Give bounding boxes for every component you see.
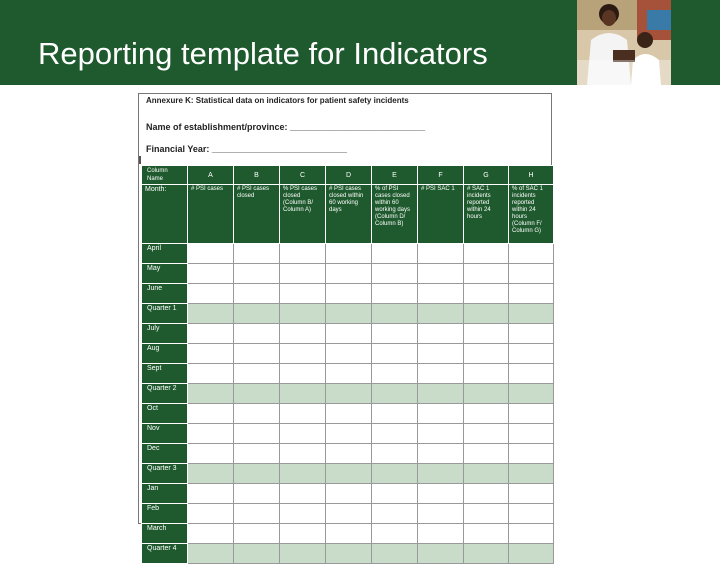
column-letter: H (509, 166, 554, 185)
quarter-row (142, 464, 554, 484)
table-cell[interactable] (509, 504, 554, 524)
table-cell[interactable] (464, 444, 509, 464)
table-cell[interactable] (418, 464, 464, 484)
table-cell[interactable] (326, 264, 372, 284)
column-letter: F (418, 166, 464, 185)
month-label: Oct (142, 404, 188, 424)
table-cell[interactable] (188, 384, 234, 404)
table-cell[interactable] (418, 284, 464, 304)
table-cell[interactable] (509, 304, 554, 324)
table-cell[interactable] (372, 324, 418, 344)
table-cell[interactable] (280, 464, 326, 484)
table-cell[interactable] (509, 404, 554, 424)
quarter-label: Quarter 3 (142, 464, 188, 484)
quarter-row (142, 544, 554, 564)
table-cell[interactable] (372, 424, 418, 444)
establishment-field-label: Name of establishment/province: ___________________________ (146, 122, 426, 132)
month-row (142, 324, 554, 344)
month-row (142, 244, 554, 264)
table-cell[interactable] (372, 284, 418, 304)
table-cell[interactable] (509, 524, 554, 544)
table-cell[interactable] (418, 344, 464, 364)
table-cell[interactable] (509, 364, 554, 384)
table-cell[interactable] (234, 364, 280, 384)
table-cell[interactable] (280, 444, 326, 464)
table-cell[interactable] (280, 504, 326, 524)
table-cell[interactable] (326, 484, 372, 504)
month-row (142, 524, 554, 544)
month-label: June (142, 284, 188, 304)
table-cell[interactable] (280, 304, 326, 324)
month-row (142, 444, 554, 464)
table-cell[interactable] (188, 524, 234, 544)
table-cell[interactable] (326, 424, 372, 444)
table-cell[interactable] (464, 264, 509, 284)
table-cell[interactable] (326, 444, 372, 464)
table-cell[interactable] (234, 284, 280, 304)
month-row (142, 364, 554, 384)
table-cell[interactable] (280, 524, 326, 544)
table-cell[interactable] (372, 524, 418, 544)
table-cell[interactable] (188, 424, 234, 444)
table-cell[interactable] (464, 284, 509, 304)
table-cell[interactable] (418, 384, 464, 404)
table-cell[interactable] (509, 424, 554, 444)
table-cell[interactable] (418, 484, 464, 504)
table-cell[interactable] (234, 404, 280, 424)
table-cell[interactable] (372, 444, 418, 464)
table-cell[interactable] (464, 544, 509, 564)
table-cell[interactable] (280, 264, 326, 284)
month-label: July (142, 324, 188, 344)
table-cell[interactable] (372, 484, 418, 504)
document-heading: Annexure K: Statistical data on indicators for patient safety incidents (146, 96, 409, 105)
table-cell[interactable] (326, 364, 372, 384)
financial-year-field-label: Financial Year: ___________________________ (146, 144, 348, 154)
month-label: Jan (142, 484, 188, 504)
month-label: Dec (142, 444, 188, 464)
table-cell[interactable] (418, 264, 464, 284)
table-cell[interactable] (280, 484, 326, 504)
month-row (142, 504, 554, 524)
table-cell[interactable] (464, 424, 509, 444)
month-row (142, 404, 554, 424)
table-cell[interactable] (234, 244, 280, 264)
table-cell[interactable] (418, 244, 464, 264)
column-description: # PSI cases (188, 185, 234, 244)
quarter-label: Quarter 1 (142, 304, 188, 324)
table-cell[interactable] (509, 324, 554, 344)
table-cell[interactable] (234, 324, 280, 344)
column-letter: E (372, 166, 418, 185)
table-cell[interactable] (188, 344, 234, 364)
table-cell[interactable] (188, 244, 234, 264)
margin-mark (139, 156, 141, 164)
column-letter: G (464, 166, 509, 185)
month-row (142, 424, 554, 444)
table-cell[interactable] (464, 524, 509, 544)
column-name-label: Column Name (142, 166, 188, 185)
table-cell[interactable] (372, 344, 418, 364)
table-cell[interactable] (418, 504, 464, 524)
month-row (142, 284, 554, 304)
month-label: Sept (142, 364, 188, 384)
table-cell[interactable] (188, 284, 234, 304)
table-cell[interactable] (509, 344, 554, 364)
table-cell[interactable] (326, 504, 372, 524)
table-cell[interactable] (418, 444, 464, 464)
table-cell[interactable] (280, 324, 326, 344)
table-cell[interactable] (326, 304, 372, 324)
month-label: Nov (142, 424, 188, 444)
table-cell[interactable] (509, 284, 554, 304)
table-cell[interactable] (188, 324, 234, 344)
table-cell[interactable] (234, 304, 280, 324)
table-cell[interactable] (280, 284, 326, 304)
table-cell[interactable] (509, 544, 554, 564)
table-cell[interactable] (509, 464, 554, 484)
month-label: Month: (142, 185, 188, 244)
table-cell[interactable] (464, 484, 509, 504)
table-cell[interactable] (464, 504, 509, 524)
column-description: # PSI cases closed (234, 185, 280, 244)
table-cell[interactable] (326, 544, 372, 564)
table-cell[interactable] (372, 464, 418, 484)
photo-healthcare-workers (577, 0, 671, 85)
table-cell[interactable] (326, 464, 372, 484)
table-cell[interactable] (280, 244, 326, 264)
indicator-table (141, 165, 554, 564)
table-cell[interactable] (372, 404, 418, 424)
table-cell[interactable] (372, 384, 418, 404)
column-description: # PSI cases closed within 60 working days (326, 185, 372, 244)
column-description: % of SAC 1 incidents reported within 24 hours (Column F/ Column G) (509, 185, 554, 244)
month-label: April (142, 244, 188, 264)
table-cell[interactable] (234, 384, 280, 404)
column-description: # PSI SAC 1 (418, 185, 464, 244)
column-description: % PSI cases closed (Column B/ Column A) (280, 185, 326, 244)
table-cell[interactable] (234, 424, 280, 444)
table-cell[interactable] (280, 404, 326, 424)
annexure-document (138, 93, 552, 552)
month-label: May (142, 264, 188, 284)
month-row (142, 264, 554, 284)
table-cell[interactable] (234, 264, 280, 284)
column-letter: D (326, 166, 372, 185)
table-cell[interactable] (464, 364, 509, 384)
table-cell[interactable] (234, 524, 280, 544)
table-cell[interactable] (326, 344, 372, 364)
table-cell[interactable] (234, 444, 280, 464)
table-cell[interactable] (188, 504, 234, 524)
table-cell[interactable] (372, 304, 418, 324)
table-cell[interactable] (464, 304, 509, 324)
slide-title: Reporting template for Indicators (38, 36, 488, 71)
title-bar (0, 0, 720, 85)
table-cell[interactable] (464, 464, 509, 484)
column-letter-row (142, 166, 554, 185)
table-cell[interactable] (418, 524, 464, 544)
table-cell[interactable] (509, 444, 554, 464)
month-label: Aug (142, 344, 188, 364)
month-row (142, 344, 554, 364)
table-cell[interactable] (418, 304, 464, 324)
table-cell[interactable] (188, 444, 234, 464)
column-letter: B (234, 166, 280, 185)
table-cell[interactable] (188, 484, 234, 504)
table-cell[interactable] (418, 364, 464, 384)
quarter-label: Quarter 4 (142, 544, 188, 564)
table-cell[interactable] (234, 344, 280, 364)
column-letter: C (280, 166, 326, 185)
table-cell[interactable] (509, 384, 554, 404)
table-cell[interactable] (234, 544, 280, 564)
table-cell[interactable] (280, 424, 326, 444)
table-cell[interactable] (326, 284, 372, 304)
table-cell[interactable] (188, 264, 234, 284)
table-cell[interactable] (464, 344, 509, 364)
quarter-row (142, 304, 554, 324)
table-cell[interactable] (188, 364, 234, 384)
table-cell[interactable] (280, 544, 326, 564)
month-label: March (142, 524, 188, 544)
table-cell[interactable] (234, 464, 280, 484)
table-cell[interactable] (418, 424, 464, 444)
table-cell[interactable] (464, 244, 509, 264)
table-cell[interactable] (372, 544, 418, 564)
table-cell[interactable] (326, 524, 372, 544)
table-cell[interactable] (326, 324, 372, 344)
quarter-label: Quarter 2 (142, 384, 188, 404)
table-cell[interactable] (418, 404, 464, 424)
table-cell[interactable] (372, 504, 418, 524)
month-label: Feb (142, 504, 188, 524)
table-cell[interactable] (326, 384, 372, 404)
table-cell[interactable] (234, 484, 280, 504)
column-description-row (142, 185, 554, 244)
table-cell[interactable] (418, 324, 464, 344)
table-cell[interactable] (464, 324, 509, 344)
quarter-row (142, 384, 554, 404)
table-cell[interactable] (188, 464, 234, 484)
table-cell[interactable] (509, 244, 554, 264)
table-cell[interactable] (188, 404, 234, 424)
table-cell[interactable] (188, 544, 234, 564)
table-cell[interactable] (188, 304, 234, 324)
table-cell[interactable] (464, 404, 509, 424)
column-letter: A (188, 166, 234, 185)
table-cell[interactable] (280, 344, 326, 364)
table-cell[interactable] (372, 244, 418, 264)
table-cell[interactable] (464, 384, 509, 404)
table-cell[interactable] (280, 384, 326, 404)
month-row (142, 484, 554, 504)
column-description: % of PSI cases closed within 60 working days (Column D/ Column B) (372, 185, 418, 244)
table-cell[interactable] (509, 484, 554, 504)
table-cell[interactable] (418, 544, 464, 564)
table-cell[interactable] (234, 504, 280, 524)
table-cell[interactable] (372, 364, 418, 384)
column-description: # SAC 1 incidents reported within 24 hours (464, 185, 509, 244)
table-cell[interactable] (509, 264, 554, 284)
table-cell[interactable] (326, 404, 372, 424)
table-cell[interactable] (372, 264, 418, 284)
table-cell[interactable] (280, 364, 326, 384)
table-cell[interactable] (326, 244, 372, 264)
